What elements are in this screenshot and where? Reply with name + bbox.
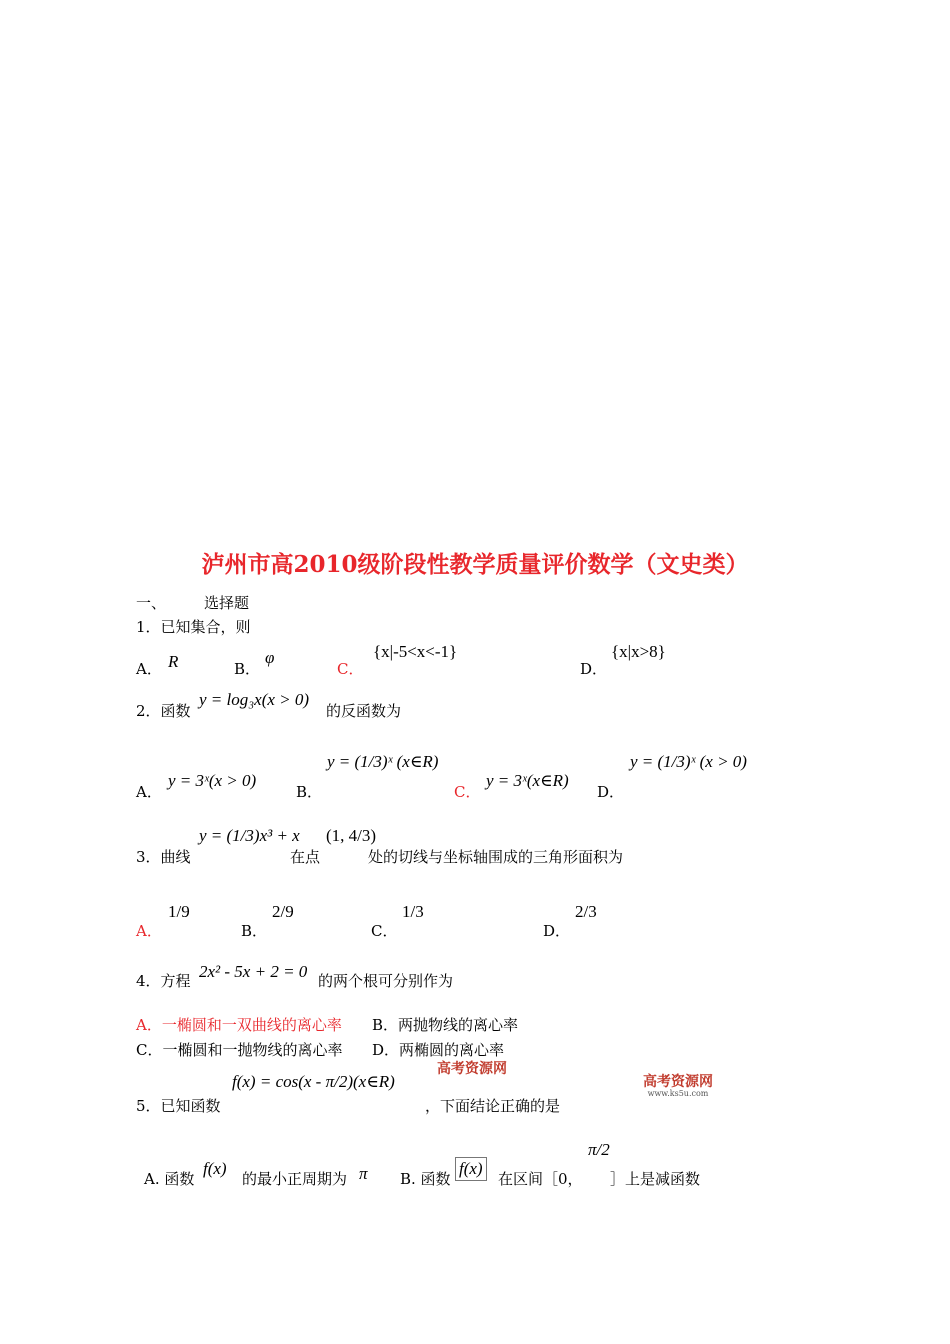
q1-option-b-label: B． <box>234 660 261 678</box>
q2-stem-suffix: 的反函数为 <box>326 702 402 720</box>
watermark-text: 高考资源网 <box>437 1061 507 1077</box>
q1-option-c-value: {x|-5<x<-1} <box>373 642 458 661</box>
q5-option-b-end: ］上是减函数 <box>610 1170 701 1188</box>
q5-option-b-suffix: 在区间［0， <box>498 1170 583 1188</box>
q5-option-a-prefix: A. 函数 <box>144 1170 195 1188</box>
q4-option-a: A．一椭圆和一双曲线的离心率 <box>136 1016 342 1034</box>
q3-stem-prefix: 3．曲线 <box>136 848 191 866</box>
section-number: 一、 <box>136 594 167 612</box>
q4-option-b: B．两抛物线的离心率 <box>372 1016 519 1034</box>
q3-stem-suffix: 处的切线与坐标轴围成的三角形面积为 <box>368 848 624 866</box>
q3-option-b-value: 2/9 <box>272 902 294 921</box>
q2-option-b-value: y = (1/3)ˣ (x∈R) <box>327 752 439 771</box>
q3-point: (1, 4/3) <box>326 826 377 845</box>
q3-option-c-value: 1/3 <box>402 902 424 921</box>
q2-option-a-label: A． <box>136 783 162 801</box>
section-name: 选择题 <box>204 594 250 612</box>
q4-option-c: C．一椭圆和一抛物线的离心率 <box>136 1041 343 1059</box>
q2-option-c-label: C． <box>454 783 481 801</box>
q2-function: y = log₃x(x > 0) <box>199 690 310 709</box>
q5-option-a-function: f(x) <box>203 1159 227 1178</box>
q2-option-a-value: y = 3ˣ(x > 0) <box>168 771 257 790</box>
q1-option-a-value: R <box>168 652 179 671</box>
q3-option-a-label: A． <box>136 922 162 940</box>
q3-option-b-label: B． <box>241 922 268 940</box>
q5-option-a-suffix: 的最小正周期为 <box>242 1170 348 1188</box>
q5-option-a-pi: π <box>359 1164 368 1183</box>
q5-stem-suffix: ，下面结论正确的是 <box>425 1097 561 1115</box>
q2-option-c-value: y = 3ˣ(x∈R) <box>486 771 569 790</box>
q1-option-d-label: D． <box>580 660 608 678</box>
watermark-text: 高考资源网 <box>643 1074 713 1090</box>
q3-option-d-value: 2/3 <box>575 902 597 921</box>
q5-option-b-fraction: π/2 <box>588 1140 610 1159</box>
q3-function: y = (1/3)x³ + x <box>199 826 300 845</box>
q5-stem: 5．已知函数 <box>136 1097 221 1115</box>
q2-stem-prefix: 2．函数 <box>136 702 191 720</box>
page-title: 泸州市高2010级阶段性教学质量评价数学（文史类） <box>201 551 749 578</box>
q1-option-c-label: C． <box>337 660 364 678</box>
q1-option-d-value: {x|x>8} <box>611 642 666 661</box>
watermark-logo <box>643 1075 713 1099</box>
q3-option-c-label: C． <box>371 922 398 940</box>
watermark-url: www.ks5u.com <box>647 1089 709 1099</box>
q3-option-a-value: 1/9 <box>168 902 190 921</box>
q4-equation: 2x² - 5x + 2 = 0 <box>199 962 308 981</box>
q5-option-b-prefix: B. 函数 <box>400 1170 451 1188</box>
q5-function: f(x) = cos(x - π/2)(x∈R) <box>232 1072 395 1091</box>
q1-option-a-label: A． <box>136 660 162 678</box>
q3-option-d-label: D． <box>543 922 571 940</box>
q5-option-b-function: f(x) <box>455 1157 487 1181</box>
watermark-logo <box>437 1062 507 1077</box>
q2-option-d-label: D． <box>597 783 625 801</box>
q4-option-d: D．两椭圆的离心率 <box>372 1041 505 1059</box>
q3-stem-middle: 在点 <box>290 848 321 866</box>
q1-stem: 1．已知集合，则 <box>136 618 251 636</box>
q4-stem-prefix: 4．方程 <box>136 972 191 990</box>
q2-option-d-value: y = (1/3)ˣ (x > 0) <box>630 752 747 771</box>
q4-stem-suffix: 的两个根可分别作为 <box>318 972 454 990</box>
q2-option-b-label: B． <box>296 783 323 801</box>
q1-option-b-value: φ <box>265 648 275 667</box>
